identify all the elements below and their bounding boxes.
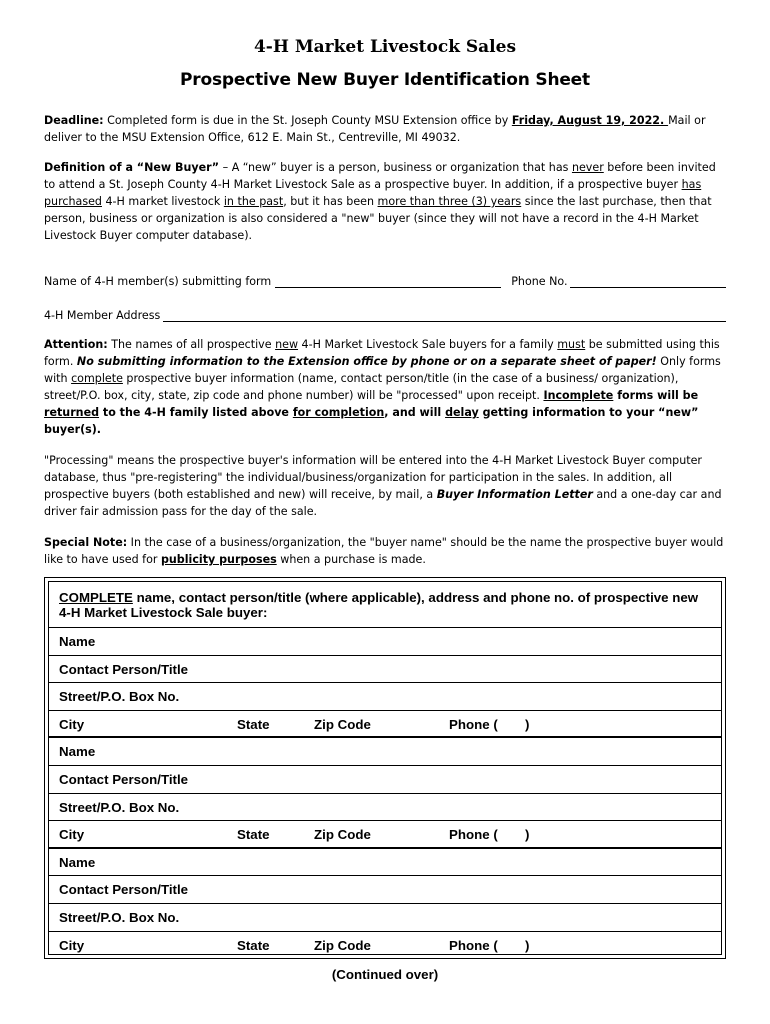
buyer-1-contact-field[interactable]: Contact Person/Title [49,656,721,684]
page-subtitle: Prospective New Buyer Identification Sheet [180,70,590,90]
member-name-label: Name of 4-H member(s) submitting form [44,275,272,288]
attention-label: Attention: [44,338,108,351]
buyer-2-city-row[interactable]: City State Zip Code Phone ( ) [49,821,721,849]
buyer-3-street-field[interactable]: Street/P.O. Box No. [49,904,721,932]
continued-over-note: (Continued over) [331,967,439,982]
definition-label: Definition of a “New Buyer” [44,161,220,174]
processing-paragraph: "Processing" means the prospective buyer's information will be entered into the 4-H Market Livestock Buyer computer database, thus "pre-registering" the individual/business/organization for participation in the sales. In addition, all prospective buyers (both established and new) will receive, by mail, a Buyer Information Letter and a one-day car and driver fair admission pass for the day of the sale. [44,454,722,518]
buyer-info-table [48,581,722,955]
special-note-label: Special Note: [44,536,128,549]
buyer-2-street-field[interactable]: Street/P.O. Box No. [49,794,721,822]
deadline-label: Deadline: [44,114,104,127]
buyer-box-heading: COMPLETE name, contact person/title (where applicable), address and phone no. of prospective new 4-H Market Livestock Sale buyer: [49,582,721,628]
buyer-1-city-row[interactable]: City State Zip Code Phone ( ) [49,711,721,739]
attention-paragraph: Attention: The names of all prospective new 4-H Market Livestock Sale buyers for a family must be submitted using this form. No submitting information to the Extension office by phone or on a separate sheet of paper! Only forms with complete prospective buyer information (name, contact person/title (in the case of a business/ organization), street/P.O. box, city, state, zip code and phone number) will be "processed" upon receipt. Incomplete forms will be returned to the 4-H family listed above for completion, and will delay getting information to your “new” buyer(s). [44,338,721,436]
buyer-2-name-field[interactable]: Name [49,738,721,766]
phone-label: Phone No. [511,275,568,288]
deadline-paragraph: Deadline: Completed form is due in the St. Joseph County MSU Extension office by Friday, August 19, 2022. Mail or deliver to the MSU Extension Office, 612 E. Main St., Centreville, MI 49032. [44,114,706,144]
definition-paragraph: Definition of a “New Buyer” – A “new” buyer is a person, business or organization that has never before been invited to attend a St. Joseph County 4-H Market Livestock Sale as a prospective buyer. In addition, if a prospective buyer has purchased 4-H market livestock in the past, but it has been more than three (3) years since the last purchase, then that person, business or organization is also considered a "new" buyer (since they will not have a record in the 4-H Market Livestock Buyer computer database). [44,161,716,242]
member-address-field[interactable] [163,308,726,322]
phone-field[interactable] [570,274,726,288]
member-name-field[interactable] [275,274,501,288]
deadline-date: Friday, August 19, 2022. [511,114,669,127]
special-note-paragraph: Special Note: In the case of a business/organization, the "buyer name" should be the name the prospective buyer would like to have used for publicity purposes when a purchase is made. [44,536,724,566]
buyer-2-contact-field[interactable]: Contact Person/Title [49,766,721,794]
buyer-3-city-row[interactable]: City State Zip Code Phone ( ) [59,937,530,953]
buyer-1-name-field[interactable]: Name [49,628,721,656]
buyer-3-contact-field[interactable]: Contact Person/Title [49,876,721,904]
member-address-label: 4-H Member Address [44,309,161,322]
buyer-info-box [44,577,726,959]
page-title: 4-H Market Livestock Sales [253,37,517,57]
member-address-row [44,305,726,322]
buyer-1-street-field[interactable]: Street/P.O. Box No. [49,683,721,711]
buyer-3-name-field[interactable]: Name [49,849,721,877]
member-name-row [44,271,726,288]
